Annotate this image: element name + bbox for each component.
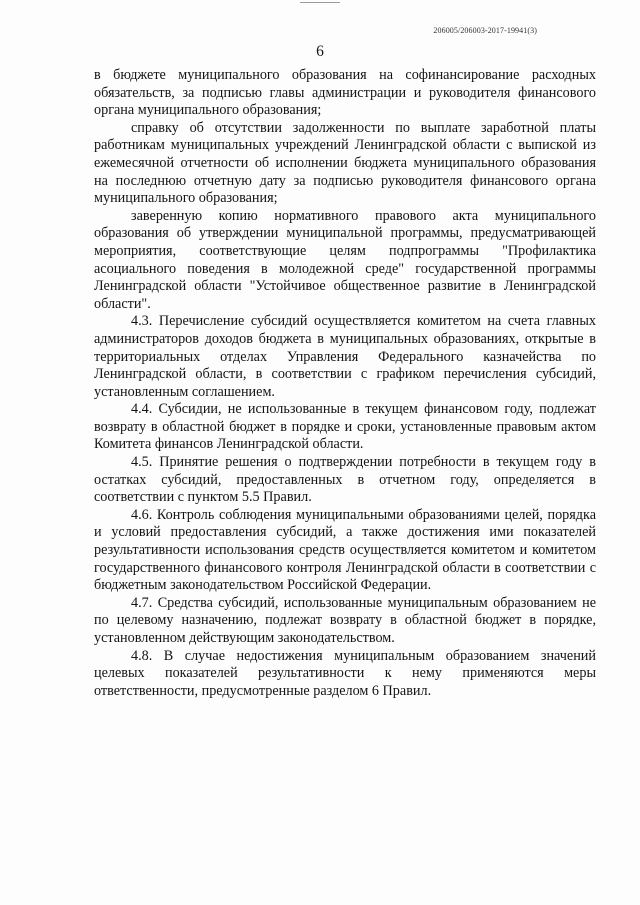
paragraph-4-8: 4.8. В случае недостижения муниципальным образованием значений целевых показателей результативности к нему применяются меры ответственности, предусмотренные разделом 6 Правил. <box>94 647 596 699</box>
paragraph-4-3: 4.3. Перечисление субсидий осуществляется комитетом на счета главных администраторов доходов бюджета в муниципальных образованиях, открытые в территориальных отделах Управления Федерального казначейства по Ленинградской области, в соответствии с графиком перечисления субсидий, установленным соглашением. <box>94 313 596 400</box>
document-body <box>94 67 596 700</box>
document-id: 206005/206003-2017-19941(3) <box>433 26 537 35</box>
scan-mark <box>300 2 340 3</box>
page-number: 6 <box>316 43 324 60</box>
paragraph-4-5: 4.5. Принятие решения о подтверждении потребности в текущем году в остатках субсидий, предоставленных в отчетном году, определяется в соответствии с пунктом 5.5 Правил. <box>94 454 596 506</box>
paragraph-4-4: 4.4. Субсидии, не использованные в текущем финансовом году, подлежат возврату в областной бюджет в порядке и сроки, установленные правовым актом Комитета финансов Ленинградской области. <box>94 401 596 453</box>
paragraph-4-7: 4.7. Средства субсидий, использованные муниципальным образованием не по целевому назначению, подлежат возврату в областной бюджет в порядке, установленном действующим законодательством. <box>94 594 596 646</box>
paragraph-4-6: 4.6. Контроль соблюдения муниципальными образованиями целей, порядка и условий предоставления субсидий, а также достижения ими показателей результативности использования средств осуществляется комитетом и комитетом государственного финансового контроля Ленинградской области в соответствии с бюджетным законодательством Российской Федерации. <box>94 506 596 594</box>
paragraph-debt-certificate: справку об отсутствии задолженности по выплате заработной платы работникам муниципальных учреждений Ленинградской области с выпиской из ежемесячной отчетности об исполнении бюджета муниципального образования на последнюю отчетную дату за подписью руководителя финансового органа муниципального образования; <box>94 119 596 207</box>
paragraph-continuation: в бюджете муниципального образования на софинансирование расходных обязательств, за подписью главы администрации и руководителя финансового органа муниципального образования; <box>94 67 596 119</box>
paragraph-program-copy: заверенную копию нормативного правового акта муниципального образования об утверждении муниципальной программы, предусматривающей мероприятия, соответствующие целям подпрограммы "Профилактика асоциального поведения в молодежной среде" государственной программы Ленинградской области "Устойчивое общественное развитие в Ленинградской области". <box>94 207 596 312</box>
